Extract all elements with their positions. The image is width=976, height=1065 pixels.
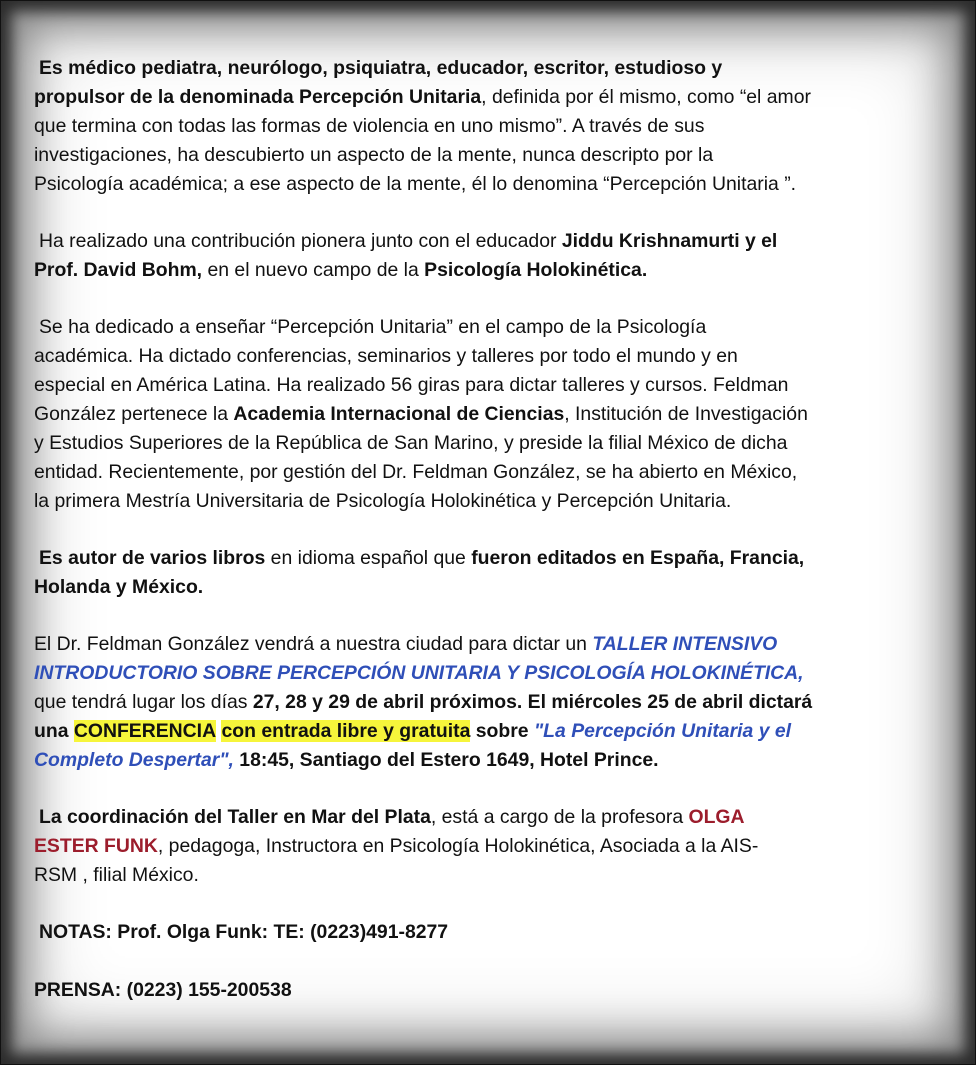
bio-line-2 xyxy=(34,83,939,112)
workshop-dates: 27, 28 y 29 de abril próximos. El miércoles 25 de abril dictará xyxy=(252,691,813,713)
contrib-bohm: Prof. David Bohm, xyxy=(34,259,203,281)
books-line-1 xyxy=(34,544,939,573)
coord-line-3: RSM , filial México. xyxy=(34,864,199,886)
paragraph-books xyxy=(34,544,939,602)
bio-line-1: Es médico pediatra, neurólogo, psiquiatra, educador, escritor, estudioso y xyxy=(39,57,723,79)
bio-line-4: investigaciones, ha descubierto un aspecto de la mente, nunca descripto por la xyxy=(34,144,714,166)
workshop-text-b: que tendrá lugar los días xyxy=(34,691,253,713)
workshop-line-5 xyxy=(34,746,939,775)
books-line-2: Holanda y México. xyxy=(34,576,204,598)
teach-line-5: y Estudios Superiores de la República de San Marino, y preside la filial México de dicha xyxy=(34,432,788,454)
teach-line-2: académica. Ha dictado conferencias, seminarios y talleres por todo el mundo y en xyxy=(34,345,738,367)
teach-line-4 xyxy=(34,400,939,429)
teach-line-7: la primera Mestría Universitaria de Psicología Holokinética y Percepción Unitaria. xyxy=(34,490,732,512)
conference-highlight: CONFERENCIA xyxy=(73,720,217,742)
teach-line-1: Se ha dedicado a enseñar “Percepción Unitaria” en el campo de la Psicología xyxy=(39,316,707,338)
bio-text-love: , definida por él mismo, como “el amor xyxy=(481,86,811,108)
contrib-line-1 xyxy=(34,227,939,256)
bio-bold-unitary: propulsor de la denominada Percepción Unitaria xyxy=(34,86,482,108)
paragraph-contribution xyxy=(34,227,939,285)
notas-contact: NOTAS: Prof. Olga Funk: TE: (0223)491-8277 xyxy=(39,921,449,943)
workshop-una: una xyxy=(34,720,74,742)
workshop-line-4 xyxy=(34,717,939,746)
free-entry-highlight: con entrada libre y gratuita xyxy=(221,720,471,742)
bio-line-3: que termina con todas las formas de violencia en uno mismo”. A través de sus xyxy=(34,115,705,137)
books-countries: fueron editados en España, Francia, xyxy=(471,547,805,569)
contrib-text: Ha realizado una contribución pionera junto con el educador xyxy=(39,230,562,252)
conference-venue: 18:45, Santiago del Estero 1649, Hotel Prince. xyxy=(233,749,659,771)
conference-title-a: "La Percepción Unitaria y el xyxy=(533,720,792,742)
paragraph-workshop xyxy=(34,630,939,775)
contrib-holokinetic: Psicología Holokinética. xyxy=(424,259,648,281)
bio-line-5: Psicología académica; a ese aspecto de la mente, él lo denomina “Percepción Unitaria ”. xyxy=(34,173,797,195)
paragraph-teaching xyxy=(34,313,939,516)
workshop-text-a: El Dr. Feldman González vendrá a nuestra ciudad para dictar un xyxy=(34,633,593,655)
books-author: Es autor de varios libros xyxy=(39,547,266,569)
coord-name-a: OLGA xyxy=(688,806,745,828)
paragraph-coordination xyxy=(34,803,939,890)
coord-line-2 xyxy=(34,832,939,861)
document-body xyxy=(34,54,939,1005)
conference-title-b: Completo Despertar", xyxy=(34,749,234,771)
teach-academia: Academia Internacional de Ciencias xyxy=(233,403,565,425)
workshop-sobre: sobre xyxy=(470,720,534,742)
contrib-line-2 xyxy=(34,256,939,285)
coord-text-a: , está a cargo de la profesora xyxy=(430,806,689,828)
workshop-title-a: TALLER INTENSIVO xyxy=(592,633,778,655)
coord-line-1 xyxy=(34,803,939,832)
contrib-field-text: en el nuevo campo de la xyxy=(202,259,425,281)
teach-line-6: entidad. Recientemente, por gestión del Dr. Feldman González, se ha abierto en México, xyxy=(34,461,798,483)
coord-name-b: ESTER FUNK xyxy=(34,835,158,857)
paragraph-bio-intro xyxy=(34,54,939,199)
teach-text-b: , Institución de Investigación xyxy=(564,403,808,425)
workshop-title-b: INTRODUCTORIO SOBRE PERCEPCIÓN UNITARIA Y PSICOLOGÍA HOLOKINÉTICA, xyxy=(34,662,804,684)
coord-bold: La coordinación del Taller en Mar del Plata xyxy=(39,806,431,828)
books-text: en idioma español que xyxy=(265,547,472,569)
workshop-line-3 xyxy=(34,688,939,717)
prensa-contact: PRENSA: (0223) 155-200538 xyxy=(34,979,292,1001)
teach-line-3: especial en América Latina. Ha realizado 56 giras para dictar talleres y cursos. Feldman xyxy=(34,374,789,396)
coord-text-b: , pedagoga, Instructora en Psicología Holokinética, Asociada a la AIS- xyxy=(157,835,759,857)
teach-text-a: González pertenece la xyxy=(34,403,234,425)
contrib-krishnamurti: Jiddu Krishnamurti y el xyxy=(561,230,778,252)
workshop-line-1 xyxy=(34,630,939,659)
